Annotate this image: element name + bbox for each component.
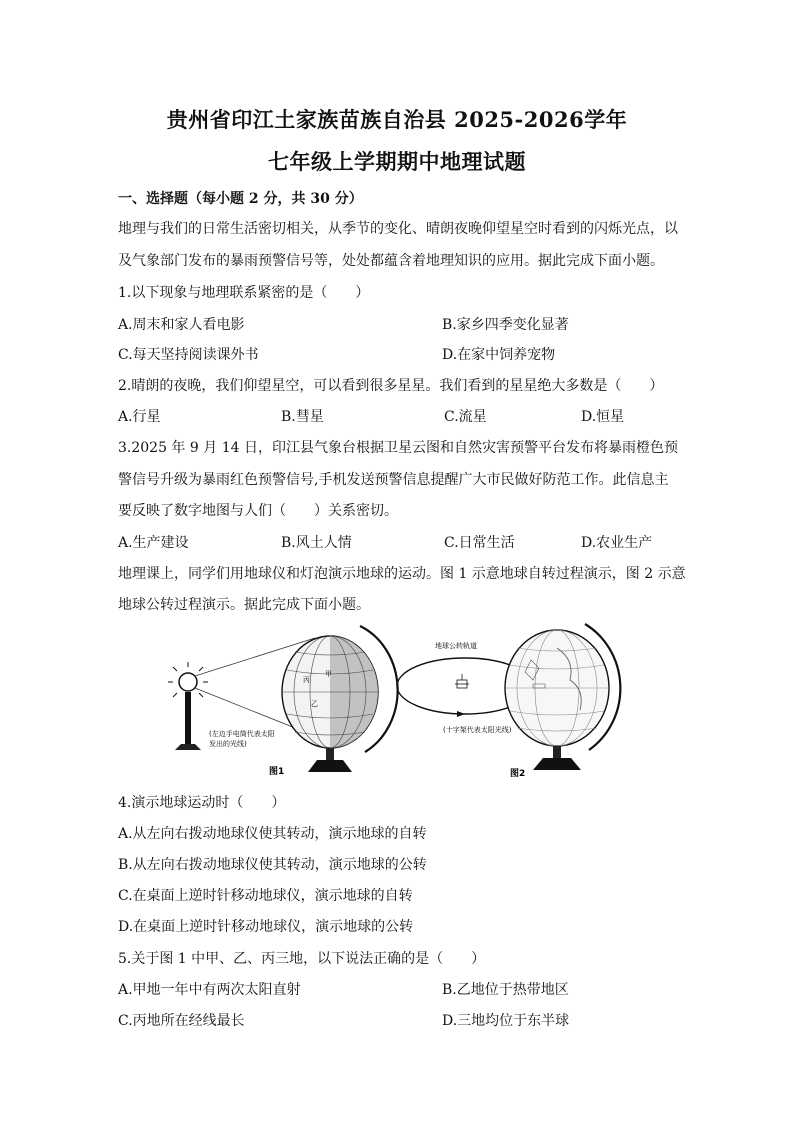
globe-demonstration-figure (165, 620, 635, 780)
globe-1-icon (282, 626, 398, 772)
figure-1-note-line2: 发出的光线) (209, 740, 247, 748)
question-5-option-d: D.三地均位于东半球 (442, 1013, 570, 1029)
question-5-stem: 5.关于图 1 中甲、乙、丙三地，以下说法正确的是（ ） (118, 951, 486, 967)
figure-1-note-line1: (左边手电筒代表太阳 (209, 730, 275, 738)
orbit-label: 地球公转轨道 (435, 642, 477, 650)
question-1-option-d: D.在家中饲养宠物 (442, 347, 556, 363)
sun-lamp-icon (168, 662, 208, 750)
question-1-option-a: A.周末和家人看电影 (118, 317, 245, 333)
question-3-option-b: B.风土人情 (281, 535, 352, 551)
question-2-stem: 2.晴朗的夜晚，我们仰望星空，可以看到很多星星。我们看到的星星绝大多数是（ ） (118, 378, 664, 394)
question-4-option-a: A.从左向右拨动地球仪使其转动，演示地球的自转 (118, 826, 427, 842)
cross-frame-icon (455, 674, 469, 688)
question-3-line2: 警信号升级为暴雨红色预警信号,手机发送预警信息提醒广大市民做好防范工作。此信息主 (118, 472, 669, 488)
figure-1-label: 图1 (269, 767, 285, 777)
figure-2-note: (十字架代表太阳光线) (443, 726, 512, 734)
question-3-line3: 要反映了数字地图与人们（ ）关系密切。 (118, 503, 398, 519)
question-2-option-b: B.彗星 (281, 409, 324, 425)
question-3-option-a: A.生产建设 (118, 535, 189, 551)
section-heading: 一、选择题（每小题 2 分，共 30 分） (118, 191, 363, 207)
globe-2-icon (505, 624, 620, 770)
question-1-option-b: B.家乡四季变化显著 (442, 317, 569, 333)
question-5-option-b: B.乙地位于热带地区 (442, 982, 569, 998)
exam-title-line1: 贵州省印江土家族苗族自治县 2025-2026学年 (166, 107, 628, 132)
question-1-option-c: C.每天坚持阅读课外书 (118, 347, 259, 363)
point-yi-label: 乙 (311, 700, 318, 708)
question-3-option-c: C.日常生活 (444, 535, 515, 551)
question-2-option-d: D.恒星 (581, 409, 625, 425)
intro2-line2: 地球公转过程演示。据此完成下面小题。 (118, 597, 370, 613)
question-1-stem: 1.以下现象与地理联系紧密的是（ ） (118, 285, 370, 301)
intro1-line1: 地理与我们的日常生活密切相关，从季节的变化、晴朗夜晚仰望星空时看到的闪烁光点，以 (118, 221, 678, 237)
intro2-line1: 地理课上，同学们用地球仪和灯泡演示地球的运动。图 1 示意地球自转过程演示，图 2 示意 (118, 566, 686, 582)
point-bing-label: 丙 (303, 676, 310, 684)
question-3-line1: 3.2025 年 9 月 14 日，印江县气象台根据卫星云图和自然灾害预警平台发布将暴雨橙色预 (118, 440, 678, 456)
question-4-option-b: B.从左向右拨动地球仪使其转动，演示地球的公转 (118, 857, 427, 873)
question-4-option-d: D.在桌面上逆时针移动地球仪，演示地球的公转 (118, 919, 414, 935)
question-5-option-a: A.甲地一年中有两次太阳直射 (118, 982, 301, 998)
question-4-stem: 4.演示地球运动时（ ） (118, 795, 286, 811)
question-4-option-c: C.在桌面上逆时针移动地球仪，演示地球的自转 (118, 888, 413, 904)
question-3-option-d: D.农业生产 (581, 535, 653, 551)
intro1-line2: 及气象部门发布的暴雨预警信号等，处处都蕴含着地理知识的应用。据此完成下面小题。 (118, 253, 664, 269)
exam-title-line2: 七年级上学期期中地理试题 (268, 149, 526, 174)
question-2-option-a: A.行星 (118, 409, 161, 425)
question-2-option-c: C.流星 (444, 409, 487, 425)
question-5-option-c: C.丙地所在经线最长 (118, 1013, 245, 1029)
point-jia-label: 甲 (325, 670, 332, 678)
figure-2-label: 图2 (510, 769, 526, 779)
